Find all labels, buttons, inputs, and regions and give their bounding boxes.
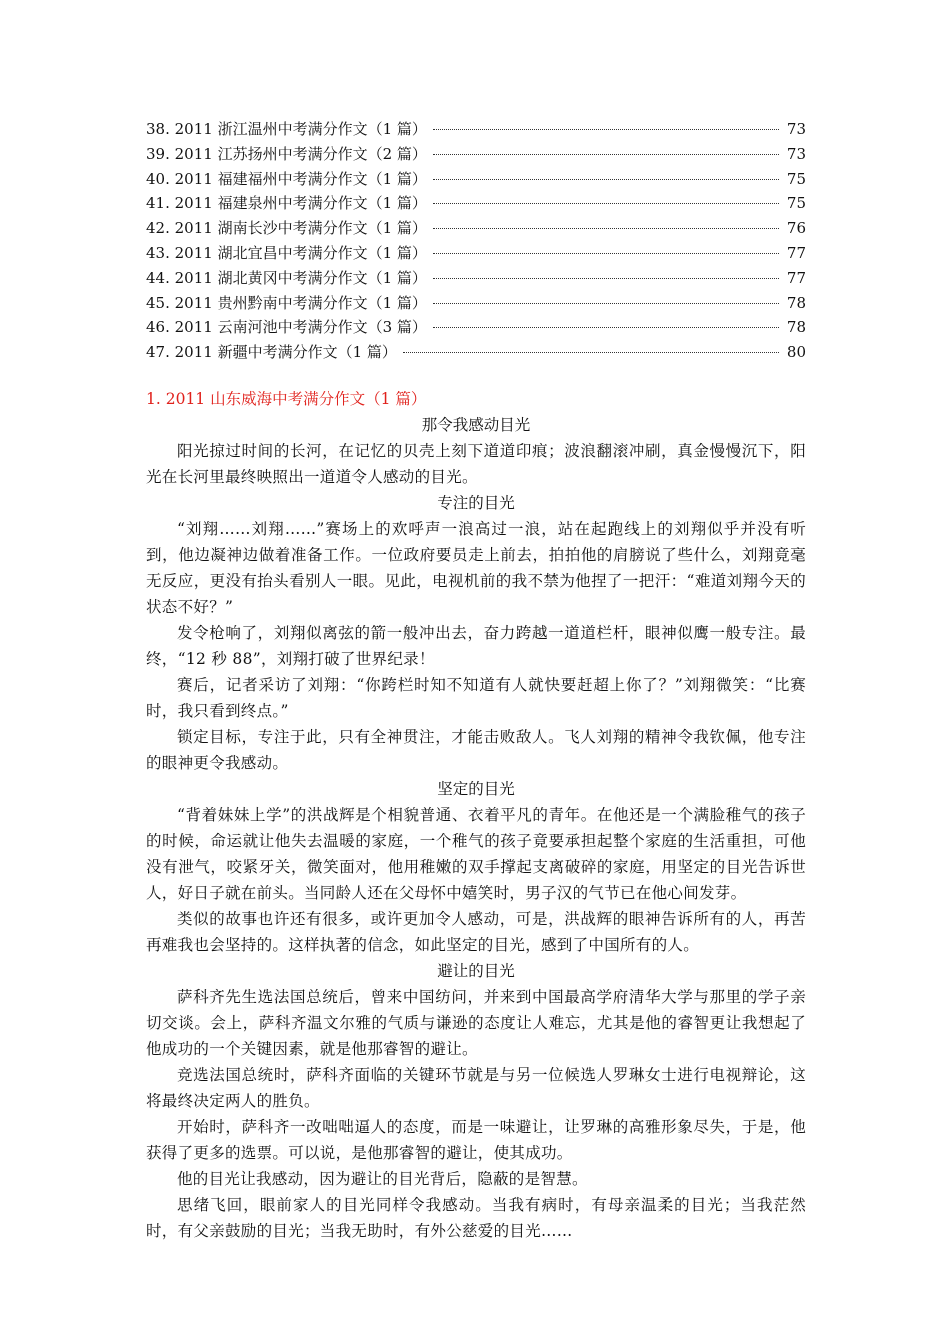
toc-entry-label: 42. 2011 湖南长沙中考满分作文（1 篇） bbox=[146, 219, 427, 238]
toc-page-number: 73 bbox=[786, 120, 806, 138]
paragraph: 竞选法国总统时，萨科齐面临的关键环节就是与另一位候选人罗琳女士进行电视辩论，这将最终决定两人的胜负。 bbox=[146, 1066, 806, 1110]
section-heading: 1. 2011 山东威海中考满分作文（1 篇） bbox=[146, 390, 427, 408]
toc-entry-label: 46. 2011 云南河池中考满分作文（3 篇） bbox=[146, 318, 427, 337]
toc-entry[interactable] bbox=[146, 216, 806, 241]
paragraph: “刘翔……刘翔……”赛场上的欢呼声一浪高过一浪，站在起跑线上的刘翔似乎并没有听到，他边凝神边做着准备工作。一位政府要员走上前去，拍拍他的肩膀说了些什么，刘翔竟毫无反应，更没有抬头看别人一眼。见此，电视机前的我不禁为他捏了一把汗：“难道刘翔今天的状态不好？” bbox=[146, 520, 806, 616]
paragraph: 类似的故事也许还有很多，或许更加令人感动，可是，洪战辉的眼神告诉所有的人，再苦再难我也会坚持的。这样执著的信念，如此坚定的目光，感到了中国所有的人。 bbox=[146, 910, 806, 954]
essay-section bbox=[146, 386, 806, 1244]
paragraph: 他的目光让我感动，因为避让的目光背后，隐蔽的是智慧。 bbox=[177, 1170, 588, 1188]
toc-entry[interactable] bbox=[146, 167, 806, 192]
toc-entry-label: 45. 2011 贵州黔南中考满分作文（1 篇） bbox=[146, 293, 427, 312]
toc-entry-label: 40. 2011 福建福州中考满分作文（1 篇） bbox=[146, 169, 427, 188]
toc-entry-label: 43. 2011 湖北宜昌中考满分作文（1 篇） bbox=[146, 243, 427, 262]
paragraph: 开始时，萨科齐一改咄咄逼人的态度，而是一味避让，让罗琳的高雅形象尽失，于是，他获得了更多的选票。可以说，是他那睿智的避让，使其成功。 bbox=[146, 1118, 806, 1162]
toc-dot-leader bbox=[433, 178, 779, 180]
paragraph: 赛后，记者采访了刘翔：“你跨栏时知不知道有人就快要赶超上你了？”刘翔微笑：“比赛时，我只看到终点。” bbox=[146, 676, 806, 720]
paragraph: 发令枪响了，刘翔似离弦的箭一般冲出去，奋力跨越一道道栏杆，眼神似鹰一般专注。最终，“12 秒 88”，刘翔打破了世界纪录！ bbox=[146, 624, 806, 668]
toc-dot-leader bbox=[433, 153, 779, 155]
toc-entry[interactable] bbox=[146, 241, 806, 266]
toc-entry[interactable] bbox=[146, 315, 806, 340]
toc-page-number: 75 bbox=[786, 169, 806, 188]
toc-page-number: 78 bbox=[786, 318, 806, 337]
toc-page-number: 75 bbox=[786, 194, 806, 213]
toc-dot-leader bbox=[433, 252, 779, 254]
paragraph: 萨科齐先生选法国总统后，曾来中国纺问，并来到中国最高学府清华大学与那里的学子亲切交谈。会上，萨科齐温文尔雅的气质与谦逊的态度让人难忘，尤其是他的睿智更让我想起了他成功的一个关键因素，就是他那睿智的避让。 bbox=[146, 988, 806, 1058]
toc-entry[interactable] bbox=[146, 340, 806, 365]
toc-page-number: 76 bbox=[786, 219, 806, 238]
toc-entry-label: 44. 2011 湖北黄冈中考满分作文（1 篇） bbox=[146, 268, 427, 287]
toc-entry[interactable] bbox=[146, 291, 806, 316]
toc-dot-leader bbox=[433, 277, 779, 279]
subtitle-yielding-gaze: 避让的目光 bbox=[437, 962, 515, 980]
subtitle-firm-gaze: 坚定的目光 bbox=[437, 780, 515, 798]
subtitle-focused-gaze: 专注的目光 bbox=[437, 494, 515, 512]
toc-dot-leader bbox=[433, 302, 779, 304]
paragraph: 思绪飞回，眼前家人的目光同样令我感动。当我有病时，有母亲温柔的目光；当我茫然时，有父亲鼓励的目光；当我无助时，有外公慈爱的目光…… bbox=[146, 1196, 806, 1240]
table-of-contents bbox=[146, 117, 806, 365]
essay-title: 那令我感动目光 bbox=[421, 416, 531, 434]
toc-dot-leader bbox=[433, 227, 779, 229]
toc-page-number: 80 bbox=[786, 343, 806, 362]
toc-entry-label: 47. 2011 新疆中考满分作文（1 篇） bbox=[146, 343, 397, 362]
toc-page-number: 77 bbox=[786, 268, 806, 287]
toc-entry[interactable] bbox=[146, 191, 806, 216]
toc-dot-leader bbox=[433, 128, 779, 130]
toc-entry[interactable] bbox=[146, 117, 806, 142]
toc-dot-leader bbox=[433, 326, 779, 328]
toc-page-number: 73 bbox=[786, 144, 806, 163]
paragraph: 锁定目标，专注于此，只有全神贯注，才能击败敌人。飞人刘翔的精神令我钦佩，他专注的眼神更令我感动。 bbox=[146, 728, 806, 772]
paragraph: “背着妹妹上学”的洪战辉是个相貌普通、衣着平凡的青年。在他还是一个满脸稚气的孩子的时候，命运就让他失去温暖的家庭，一个稚气的孩子竟要承担起整个家庭的生活重担，可他没有泄气，咬紧牙关，微笑面对，他用稚嫩的双手撑起支离破碎的家庭，用坚定的目光告诉世人，好日子就在前头。当同龄人还在父母怀中嬉笑时，男子汉的气节已在他心间发芽。 bbox=[146, 806, 806, 902]
toc-entry[interactable] bbox=[146, 142, 806, 167]
toc-entry-label: 38. 2011 浙江温州中考满分作文（1 篇） bbox=[146, 120, 427, 138]
toc-dot-leader bbox=[403, 351, 779, 353]
toc-entry-label: 41. 2011 福建泉州中考满分作文（1 篇） bbox=[146, 194, 427, 213]
essay-intro-paragraph: 阳光掠过时间的长河，在记忆的贝壳上刻下道道印痕；波浪翻滚冲刷，真金慢慢沉下，阳光在长河里最终映照出一道道令人感动的目光。 bbox=[146, 442, 806, 486]
toc-page-number: 78 bbox=[786, 293, 806, 312]
toc-entry-label: 39. 2011 江苏扬州中考满分作文（2 篇） bbox=[146, 144, 427, 163]
toc-dot-leader bbox=[433, 202, 779, 204]
toc-entry[interactable] bbox=[146, 266, 806, 291]
toc-page-number: 77 bbox=[786, 243, 806, 262]
